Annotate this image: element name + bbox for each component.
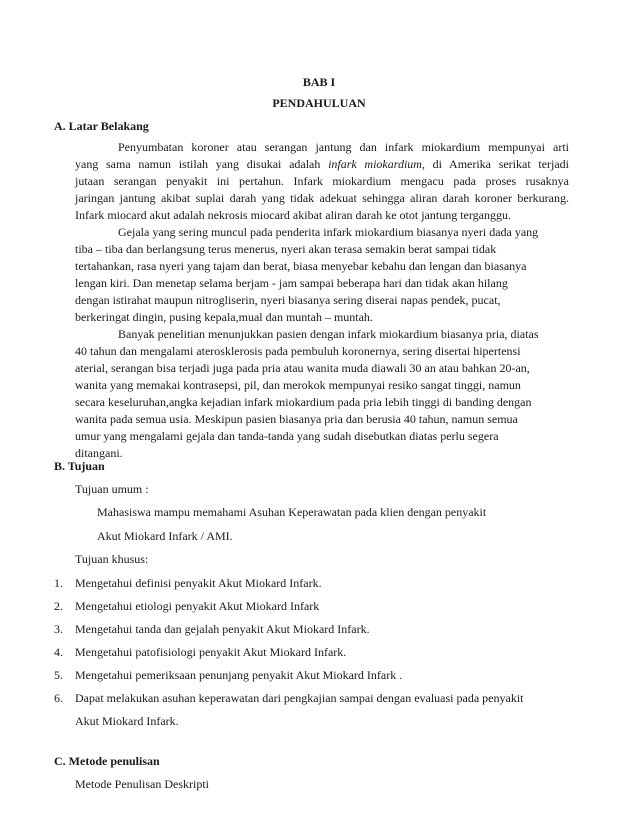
tujuan-khusus-label: Tujuan khusus: bbox=[75, 552, 149, 566]
paragraph-line: yang sama namun istilah yang disukai adalah infark miokardium, di Amerika serikat terjadi bbox=[75, 157, 570, 171]
chapter-title: PENDAHULUAN bbox=[272, 96, 366, 110]
paragraph-line: berkeringat dingin, pusing kepala,mual dan muntah – muntah. bbox=[75, 310, 373, 324]
paragraph-line: ditangani. bbox=[75, 446, 123, 460]
paragraph-line: dengan istirahat maupun nitrogliserin, nyeri biasanya sering diserai napas pendek, pucat, bbox=[75, 293, 501, 307]
section-b-title: B. Tujuan bbox=[54, 459, 105, 473]
list-number: 5. bbox=[54, 668, 63, 682]
paragraph-line: jaringan jantung akibat suplai darah yang tidak adekuat sehingga aliran darah koroner berkurang. bbox=[75, 191, 569, 205]
section-c-title: C. Metode penulisan bbox=[54, 754, 160, 768]
chapter-number: BAB I bbox=[302, 75, 336, 89]
tujuan-umum-label: Tujuan umum : bbox=[75, 482, 149, 496]
section-c-text: Metode Penulisan Deskripti bbox=[75, 777, 209, 791]
list-item: Dapat melakukan asuhan keperawatan dari pengkajian sampai dengan evaluasi pada penyakit bbox=[75, 691, 524, 705]
list-number: 6. bbox=[54, 691, 63, 705]
paragraph-line: Infark miocard akut adalah nekrosis miocard akibat aliran darah ke otot jantung terganggu. bbox=[75, 208, 511, 222]
paragraph-line: wanita yang memakai kontrasepsi, pil, dan merokok mempunyai resiko sangat tinggi, namun bbox=[75, 378, 521, 392]
list-number: 1. bbox=[54, 576, 63, 590]
paragraph-line: Penyumbatan koroner atau serangan jantung dan infark miokardium mempunyai arti bbox=[118, 140, 569, 154]
section-a-title: A. Latar Belakang bbox=[54, 119, 149, 133]
list-item: Mengetahui pemeriksaan penunjang penyakit Akut Miokard Infark . bbox=[75, 668, 403, 682]
paragraph-line: lengan kiri. Dan menetap selama berjam - jam sampai beberapa hari dan tidak akan hilang bbox=[75, 276, 508, 290]
list-item: Mengetahui definisi penyakit Akut Miokard Infark. bbox=[75, 576, 322, 590]
paragraph-line: tiba – tiba dan berlangsung terus menerus, nyeri akan terasa semakin berat sampai tidak bbox=[75, 242, 497, 256]
list-item: Mengetahui tanda dan gejalah penyakit Akut Miokard Infark. bbox=[75, 622, 370, 636]
paragraph-line: Gejala yang sering muncul pada penderita infark miokardium biasanya nyeri dada yang bbox=[118, 225, 539, 239]
list-item: Mengetahui etiologi penyakit Akut Miokard Infark bbox=[75, 599, 320, 613]
italic-term: infark miokardium bbox=[328, 157, 422, 171]
paragraph-line: 40 tahun dan mengalami aterosklerosis pada pembuluh koronernya, sering disertai hipertensi bbox=[75, 344, 521, 358]
paragraph-line: jutaan serangan penyakit ini pertahun. Infark miokardium mengacu pada proses rusaknya bbox=[75, 174, 569, 188]
paragraph-line: Banyak penelitian menunjukkan pasien dengan infark miokardium biasanya pria, diatas bbox=[118, 327, 539, 341]
paragraph-line: aterial, serangan bisa terjadi juga pada pria atau wanita muda diawali 30 an atau bahkan 20-an, bbox=[75, 361, 530, 375]
list-item: Mengetahui patofisiologi penyakit Akut Miokard Infark. bbox=[75, 645, 347, 659]
paragraph-line: umur yang mengalami gejala dan tanda-tanda yang sudah disebutkan diatas perlu segera bbox=[75, 429, 499, 443]
list-number: 3. bbox=[54, 622, 63, 636]
tujuan-umum-line: Mahasiswa mampu memahami Asuhan Keperawatan pada klien dengan penyakit bbox=[97, 505, 487, 519]
list-number: 4. bbox=[54, 645, 63, 659]
tujuan-umum-line: Akut Miokard Infark / AMI. bbox=[97, 529, 233, 543]
list-item-continuation: Akut Miokard Infark. bbox=[75, 714, 179, 728]
list-number: 2. bbox=[54, 599, 63, 613]
paragraph-line: tertahankan, rasa nyeri yang tajam dan berat, biasa menyebar kebahu dan lengan dan biasanya bbox=[75, 259, 527, 273]
paragraph-line: wanita pada semua usia. Meskipun pasien biasanya pria dan berusia 40 tahun, namun semua bbox=[75, 412, 518, 426]
paragraph-line: secara keseluruhan,angka kejadian infark miokardium pada pria lebih tinggi di banding dengan bbox=[75, 395, 532, 409]
